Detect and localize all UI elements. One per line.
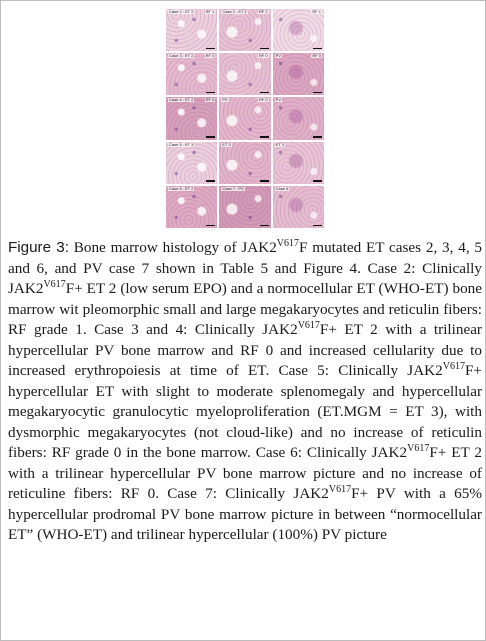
figure-label: Figure 3: xyxy=(8,239,69,256)
panel-label: PV xyxy=(275,53,281,59)
histology-panel xyxy=(166,9,217,51)
histology-panel xyxy=(273,142,324,184)
figure-caption xyxy=(8,238,482,546)
scale-bar xyxy=(206,180,215,182)
scale-bar xyxy=(313,180,322,182)
caption-text: F+ ET 2 with a trilinear hypercellular PV bone marrow picture and no increase of reticuline fibers: RF 0. Case 7: Clinically JAK2 xyxy=(8,444,482,502)
histology-panel xyxy=(166,53,217,95)
histology-panel xyxy=(219,53,270,95)
panel-label: Case 6 xyxy=(275,185,289,191)
scale-bar xyxy=(313,225,322,227)
panel-grade-label: RF 0 xyxy=(205,97,215,103)
panel-grade-label: RF 0 xyxy=(312,53,321,59)
histology-panel xyxy=(273,53,324,95)
histology-image-grid xyxy=(166,9,324,228)
panel-grade-label: RF 1 xyxy=(258,9,268,14)
caption-text: F+ ET 2 with a trilinear hypercellular PV bone marrow and RF 0 and increased cellularity due to increased erythropoiesis at time of ET. Case 5: Clinically JAK2 xyxy=(8,321,482,379)
caption-sup: V617 xyxy=(43,279,66,290)
caption-sup: V617 xyxy=(297,320,320,331)
histology-panel xyxy=(219,9,270,51)
caption-text: F+ hypercellular ET with slight to moderate splenomegaly and hypercellular megakaryocytic granulocytic myeloproliferation (ET.MGM = ET 3), with dysmorphic megakaryocytes (not cloud-like) and no increase of reticulin fibers: RF grade 0 in the bone marrow. Case 6: Clinically JAK2 xyxy=(8,362,482,461)
scale-bar xyxy=(260,92,269,94)
panel-label: Case 3 : ET 2 xyxy=(169,53,194,59)
histology-panel xyxy=(219,186,270,228)
scale-bar xyxy=(313,92,322,94)
panel-label: PV xyxy=(275,97,281,103)
histology-panel xyxy=(219,142,270,184)
caption-sup: V617 xyxy=(328,484,352,495)
histology-panel xyxy=(166,142,217,184)
panel-grade-label: RF 0 xyxy=(205,53,215,59)
scale-bar xyxy=(206,136,215,138)
scale-bar xyxy=(260,136,269,138)
scale-bar xyxy=(313,48,322,50)
panel-label: Case 7 : PV xyxy=(222,185,244,191)
scale-bar xyxy=(260,48,269,50)
panel-label: Case 5 : ET 3 xyxy=(169,141,194,147)
caption-text: Bone marrow histology of JAK2 xyxy=(68,239,277,256)
panel-grade-label: RF 0 xyxy=(258,97,268,103)
panel-grade-label: RF 1 xyxy=(205,9,215,14)
panel-grade-label: RF 0 xyxy=(258,53,268,59)
histology-panel xyxy=(273,97,324,139)
panel-label: ET 3 xyxy=(275,141,285,147)
panel-label: PV xyxy=(222,97,228,103)
caption-text: F+ ET 2 (low serum EPO) and a normocellular ET (WHO-ET) bone marrow wit pleomorphic small and large megakaryocytes and reticulin fibers: RF grade 1. Case 3 and 4: Clinically JAK2 xyxy=(8,280,482,338)
scale-bar xyxy=(206,225,215,227)
histology-panel xyxy=(273,186,324,228)
scale-bar xyxy=(313,136,322,138)
scale-bar xyxy=(206,92,215,94)
caption-sup: V617 xyxy=(442,361,465,372)
panel-label: Case 4 : ET 2 xyxy=(169,97,194,103)
panel-grade-label: RF 1 xyxy=(312,9,321,14)
panel-label: Case 2 : ET 2 xyxy=(169,9,194,14)
panel-label: Case 2 : ET 2 xyxy=(222,9,247,14)
caption-text: F+ PV with a 65% hypercellular prodromal PV bone marrow picture in between “normocellular ET” (WHO-ET) and trilinear hypercellular (100%) PV picture xyxy=(8,485,482,543)
panel-label: ET 3 xyxy=(222,141,231,147)
caption-text: F mutated ET cases 2, 3, 4, 5 and 6, and PV case 7 shown in Table 5 and Figure 4. Case 2: Clinically JAK2 xyxy=(8,239,482,297)
scale-bar xyxy=(206,48,215,50)
histology-panel xyxy=(166,97,217,139)
histology-panel xyxy=(219,97,270,139)
histology-panel xyxy=(166,186,217,228)
caption-sup: V617 xyxy=(276,238,300,249)
scale-bar xyxy=(260,180,269,182)
panel-label: Case 6 : ET 2 xyxy=(169,185,194,191)
caption-sup: V617 xyxy=(407,443,430,454)
scale-bar xyxy=(260,225,269,227)
histology-panel xyxy=(273,9,324,51)
